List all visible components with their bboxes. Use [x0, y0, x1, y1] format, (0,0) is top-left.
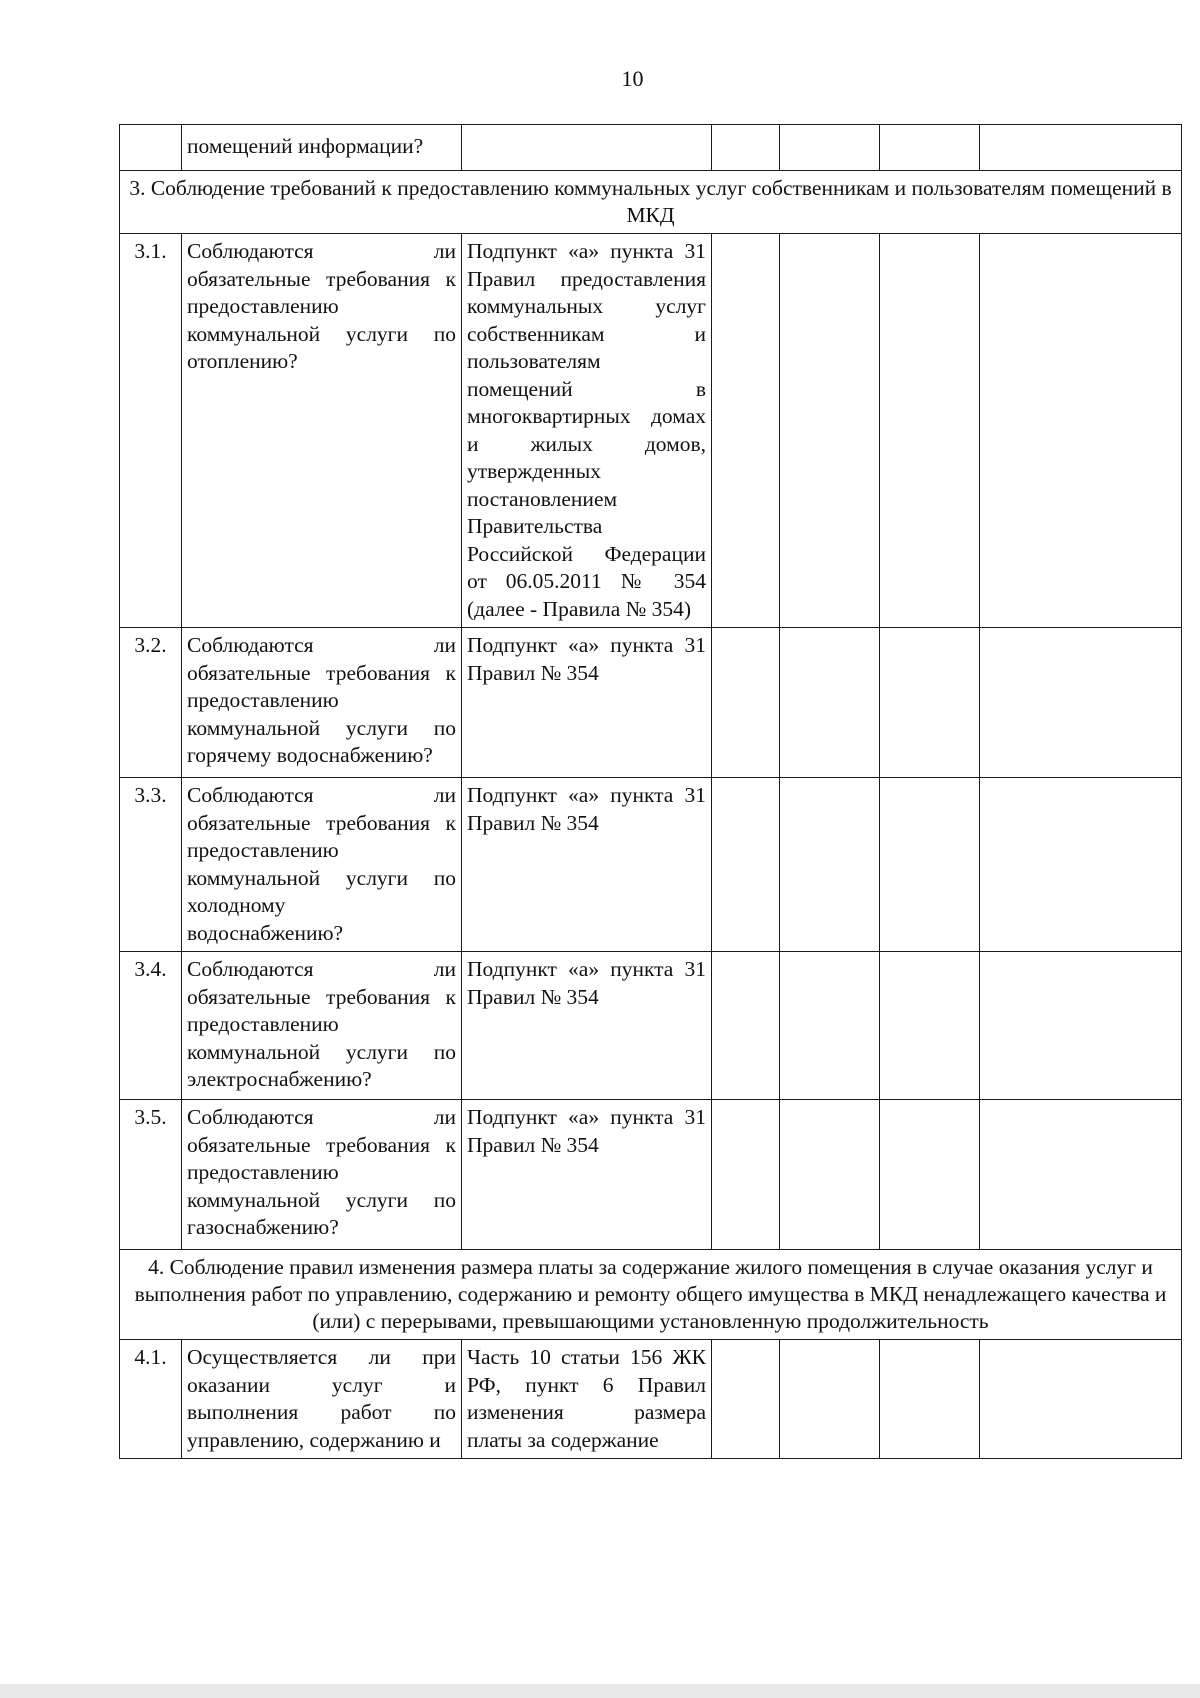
section-header-row — [120, 1250, 1182, 1340]
answer-no-cell — [780, 234, 880, 628]
reference-cell — [462, 234, 712, 628]
reference-line: Правил № 354 — [467, 984, 599, 1009]
checklist-row — [120, 1100, 1182, 1250]
question-line: предоставлению — [187, 294, 339, 318]
checklist-row — [120, 234, 1182, 628]
question-line: Осуществляется ли при — [187, 1345, 456, 1369]
checklist-row — [120, 1340, 1182, 1459]
reference-line: помещений в — [467, 376, 706, 401]
answer-yes-cell — [712, 1340, 780, 1459]
question-line: электроснабжению? — [187, 1067, 372, 1091]
question-line: коммунальной услуги по — [187, 865, 456, 890]
question-line: предоставлению — [187, 1160, 339, 1184]
answer-na-cell — [880, 234, 980, 628]
reference-cell — [462, 778, 712, 952]
question-cell — [182, 628, 462, 778]
note-cell — [980, 628, 1182, 778]
question-line: предоставлению — [187, 838, 339, 862]
reference-line: и жилых домов, — [467, 431, 706, 456]
reference-line: Правительства — [467, 514, 603, 538]
row-number: 3.4. — [120, 952, 182, 1100]
reference-line: Правил предоставления — [467, 266, 706, 291]
question-line: предоставлению — [187, 1012, 339, 1036]
question-line: коммунальной услуги по — [187, 1039, 456, 1064]
answer-no-cell — [780, 1340, 880, 1459]
question-cell — [182, 952, 462, 1100]
question-line: водоснабжению? — [187, 920, 344, 945]
row-number: 3.5. — [120, 1100, 182, 1250]
reference-cell — [462, 628, 712, 778]
row-number-cell — [120, 125, 182, 171]
answer-na-cell — [880, 125, 980, 171]
reference-line: Подпункт «а» пункта 31 — [467, 1105, 706, 1129]
question-cell — [182, 1340, 462, 1459]
question-line: обязательные требования к — [187, 660, 456, 685]
reference-line: Подпункт «а» пункта 31 — [467, 957, 706, 981]
reference-cell — [462, 125, 712, 171]
question-line: коммунальной услуги по — [187, 715, 456, 740]
reference-line: Правил № 354 — [467, 660, 599, 685]
question-cell: помещений информации? — [182, 125, 462, 171]
continuation-row — [120, 125, 1182, 171]
reference-line: РФ, пункт 6 Правил — [467, 1372, 706, 1397]
question-line: холодному — [187, 893, 286, 917]
question-line: обязательные требования к — [187, 984, 456, 1009]
question-line: предоставлению — [187, 688, 339, 712]
reference-line: изменения размера — [467, 1400, 706, 1424]
answer-na-cell — [880, 1340, 980, 1459]
reference-line: утвержденных — [467, 459, 602, 483]
reference-line: коммунальных услуг — [467, 294, 706, 318]
question-line: коммунальной услуги по — [187, 1187, 456, 1212]
checklist-row — [120, 778, 1182, 952]
note-cell — [980, 125, 1182, 171]
note-cell — [980, 778, 1182, 952]
question-line: коммунальной услуги по — [187, 321, 456, 346]
answer-na-cell — [880, 1100, 980, 1250]
row-number: 3.2. — [120, 628, 182, 778]
page-number: 10 — [621, 66, 644, 91]
question-line: обязательные требования к — [187, 810, 456, 835]
question-cell — [182, 778, 462, 952]
question-line: отоплению? — [187, 349, 298, 373]
checklist-row — [120, 628, 1182, 778]
checklist-table — [119, 124, 1182, 1459]
answer-yes-cell — [712, 778, 780, 952]
answer-yes-cell — [712, 1100, 780, 1250]
answer-no-cell — [780, 125, 880, 171]
question-line: обязательные требования к — [187, 266, 456, 291]
row-number: 3.1. — [120, 234, 182, 628]
question-line: Соблюдаются ли — [187, 1105, 456, 1129]
reference-cell — [462, 952, 712, 1100]
reference-line: платы за содержание — [467, 1427, 659, 1452]
answer-no-cell — [780, 952, 880, 1100]
answer-no-cell — [780, 778, 880, 952]
reference-line: (далее - Правила № 354) — [467, 596, 691, 621]
section-header-row — [120, 171, 1182, 234]
question-line: обязательные требования к — [187, 1132, 456, 1157]
note-cell — [980, 1100, 1182, 1250]
note-cell — [980, 952, 1182, 1100]
question-line: Соблюдаются ли — [187, 957, 456, 981]
section-title: 3. Соблюдение требований к предоставлению коммунальных услуг собственникам и пользователям помещений в МКД — [120, 171, 1182, 234]
answer-no-cell — [780, 1100, 880, 1250]
reference-line: Подпункт «а» пункта 31 — [467, 239, 706, 263]
reference-line: Подпункт «а» пункта 31 — [467, 783, 706, 807]
reference-line: Правил № 354 — [467, 1132, 599, 1157]
answer-yes-cell — [712, 125, 780, 171]
question-line: горячему водоснабжению? — [187, 743, 433, 767]
question-line: управлению, содержанию и — [187, 1427, 441, 1452]
answer-no-cell — [780, 628, 880, 778]
note-cell — [980, 234, 1182, 628]
row-number: 3.3. — [120, 778, 182, 952]
answer-yes-cell — [712, 234, 780, 628]
reference-line: собственникам и — [467, 321, 706, 346]
checklist-row — [120, 952, 1182, 1100]
question-line: Соблюдаются ли — [187, 633, 456, 657]
reference-line: Правил № 354 — [467, 810, 599, 835]
scan-bottom-edge — [0, 1684, 1200, 1698]
row-number: 4.1. — [120, 1340, 182, 1459]
answer-yes-cell — [712, 628, 780, 778]
question-line: газоснабжению? — [187, 1215, 339, 1239]
reference-cell — [462, 1340, 712, 1459]
question-line: Соблюдаются ли — [187, 783, 456, 807]
reference-line: Российской Федерации — [467, 541, 706, 566]
reference-line: Часть 10 статьи 156 ЖК — [467, 1345, 706, 1369]
reference-line: от 06.05.2011 № 354 — [467, 569, 706, 593]
question-cell — [182, 1100, 462, 1250]
section-title: 4. Соблюдение правил изменения размера платы за содержание жилого помещения в случае оказания услуг и выполнения работ по управлению, содержанию и ремонту общего имущества в МКД ненадлежащего качества и (или) с перерывами, превышающими установленную продолжительность — [120, 1250, 1182, 1340]
reference-line: многоквартирных домах — [467, 404, 706, 428]
reference-line: пользователям — [467, 349, 601, 373]
reference-line: Подпункт «а» пункта 31 — [467, 633, 706, 657]
answer-na-cell — [880, 778, 980, 952]
reference-cell — [462, 1100, 712, 1250]
note-cell — [980, 1340, 1182, 1459]
question-line: оказании услуг и — [187, 1372, 456, 1397]
answer-na-cell — [880, 628, 980, 778]
reference-line: постановлением — [467, 486, 618, 511]
checklist-body — [120, 125, 1182, 1459]
question-cell — [182, 234, 462, 628]
question-line: выполнения работ по — [187, 1400, 456, 1424]
question-line: Соблюдаются ли — [187, 239, 456, 263]
answer-yes-cell — [712, 952, 780, 1100]
answer-na-cell — [880, 952, 980, 1100]
